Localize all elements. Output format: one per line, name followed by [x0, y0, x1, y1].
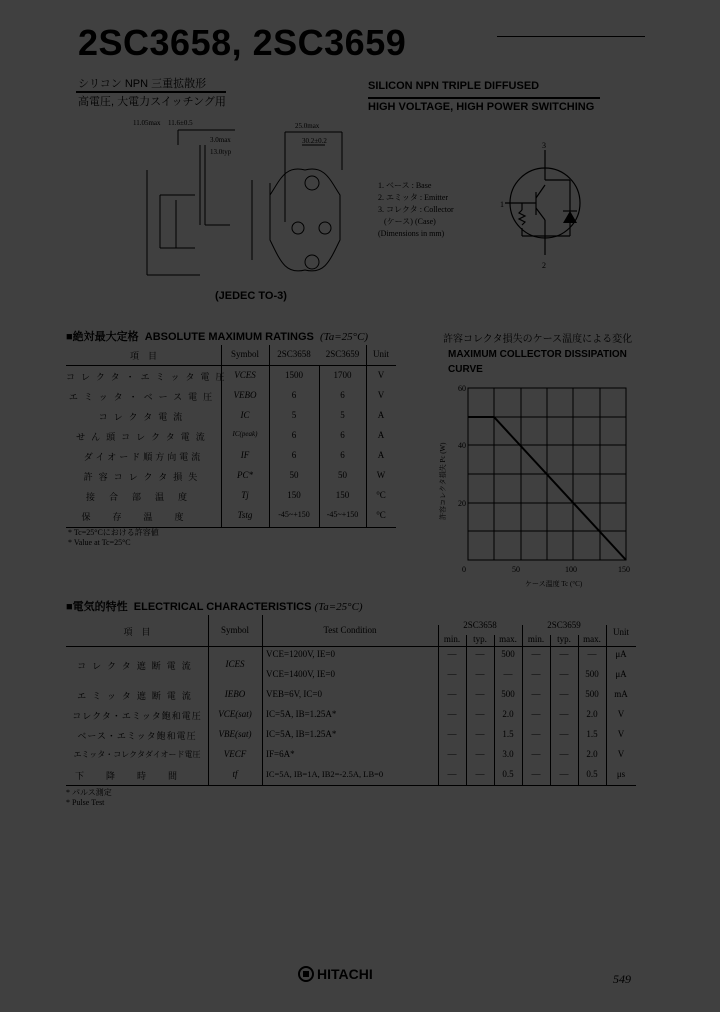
svg-text:150: 150 — [618, 565, 630, 574]
en-subtitle-2: HIGH VOLTAGE, HIGH POWER SWITCHING — [368, 101, 595, 113]
table-row: エミッタ・コレクタダイオード電圧 VECF IF=6A* — — 3.0 — — 2.0 V — [73, 749, 625, 759]
table-row: コレクタ・エミッタ電圧 VCES 1500 1700 V — [66, 370, 385, 382]
abs-max-note: * Value at Tc=25°C — [68, 538, 131, 547]
page-title: 2SC3658, 2SC3659 — [78, 22, 407, 63]
dim-label: 11.05max — [133, 119, 161, 127]
brand-name: HITACHI — [317, 966, 373, 982]
abs-max-table: 項 目 Symbol 2SC3658 2SC3659 Unit コレクタ・エミッタ電圧 VCES 1500 1700 V エミッタ・ベース電圧 VEBO 6 6 V コレクタ電流 IC 5 5 A せん頭コレクタ電流 IC(peak) 6 6 A ダイオード順方向電流 IF 6 6 A 許容コレクタ損失 PC* 50 50 W 接合部温度 Tj 150 150 °C 保存温度 Tstg -45~+150 -45~+150 °C — [66, 345, 396, 527]
package-outline-drawing — [130, 110, 370, 300]
svg-text:40: 40 — [458, 441, 466, 450]
svg-text:20: 20 — [458, 499, 466, 508]
jp-subtitle-1: シリコン NPN 三重拡散形 — [78, 78, 207, 90]
divider — [368, 97, 600, 99]
dim-label: 3.0max — [210, 136, 231, 144]
page-number: 549 — [613, 972, 631, 986]
dim-label: 13.0typ — [210, 148, 232, 156]
table-row: エミッタ遮断電流 IEBO VEB=6V, IC=0 — — 500 — — 500 mA — [77, 689, 628, 701]
dim-label: 11.6±0.5 — [168, 119, 193, 127]
title-rule — [497, 36, 645, 37]
table-row: コレクタ遮断電流 ICES VCE=1200V, IE=0 — — 500 — — — μA — [77, 649, 627, 671]
jp-subtitle-2: 高電圧, 大電力スイッチング用 — [78, 96, 226, 108]
footer-brand — [298, 966, 373, 982]
table-row: ベース・エミッタ飽和電圧 VBE(sat) IC=5A, IB=1.25A* — — 1.5 — — 1.5 V — [77, 729, 625, 741]
elec-heading: ■電気的特性 ELECTRICAL CHARACTERISTICS (Ta=25°C) — [66, 601, 363, 613]
svg-text:ケース温度 Tc (°C): ケース温度 Tc (°C) — [525, 580, 583, 588]
table-row: 下降時間 tf IC=5A, IB=1A, IB2=-2.5A, LB=0 — — 0.5 — — 0.5 μs — [74, 769, 626, 781]
table-row: ダイオード順方向電流 IF 6 6 A — [83, 450, 385, 462]
table-row: コレクタ電流 IC 5 5 A — [98, 410, 385, 422]
table-row: 保存温度 Tstg -45~+150 -45~+150 °C — [81, 510, 386, 522]
table-row: VCE=1400V, IE=0 — — — — — 500 μA — [266, 669, 627, 679]
hitachi-logo-icon — [298, 966, 314, 982]
table-row: 許容コレクタ損失 PC* 50 50 W — [83, 470, 386, 482]
table-row: エミッタ・ベース電圧 VEBO 6 6 V — [68, 390, 385, 402]
diode-icon — [563, 211, 577, 223]
svg-text:0: 0 — [462, 565, 466, 574]
elec-note: * パルス測定 — [66, 788, 112, 797]
transistor-schematic — [500, 140, 600, 270]
pin-item: (ケース) (Case) — [384, 217, 436, 226]
svg-text:50: 50 — [512, 565, 520, 574]
elec-table: 項 目 Symbol Test Condition 2SC3658 2SC3659 Unit min. typ. max. min. typ. max. コレクタ遮断電流 ICES VCE=1200V, IE=0 — — 500 — — — μA VCE=1400V, IE=0 — — — — — 500 μA エミッタ遮断電流 IEBO VEB=6V, IC=0 — — 500 — — 500 mA コレクタ・エミッタ飽和電圧 VCE(sat) IC=5A, IB=1.25A* — — 2.0 — — 2.0 V ベース・エミッタ飽和電圧 VBE(sat) IC=5A, IB=1.25A* — — 1.5 — — 1.5 V エミッタ・コレクタダイオード電圧 VECF IF=6A* — — 3.0 — — 2.0 V 下降時間 tf IC=5A, IB=1A, IB2=-2.5A, LB=0 — — 0.5 — — 0.5 μs — [66, 615, 636, 785]
svg-text:3: 3 — [542, 141, 546, 150]
pin-legend — [378, 180, 454, 240]
svg-text:許容コレクタ損失 Pc (W): 許容コレクタ損失 Pc (W) — [439, 442, 447, 520]
pin-item: 3. コレクタ : Collector — [378, 205, 454, 214]
table-row: せん頭コレクタ電流 IC(peak) 6 6 A — [76, 430, 385, 442]
svg-text:100: 100 — [565, 565, 577, 574]
elec-note: * Pulse Test — [66, 798, 105, 807]
abs-max-note: * Tc=25°Cにおける許容値 — [68, 528, 159, 537]
dim-label: 30.2±0.2 — [302, 137, 327, 145]
chart-title-jp: 許容コレクタ損失のケース温度による変化 — [443, 334, 633, 345]
pin-item: 1. ベース : Base — [378, 181, 432, 190]
svg-text:2: 2 — [542, 261, 546, 270]
package-label: (JEDEC TO-3) — [215, 290, 287, 302]
chart-title: MAXIMUM COLLECTOR DISSIPATION CURVE — [448, 349, 627, 375]
dim-label: 25.0max — [295, 122, 320, 130]
table-row: 接合部温度 Tj 150 150 °C — [85, 490, 386, 502]
svg-text:60: 60 — [458, 384, 466, 393]
dissipation-chart — [430, 380, 640, 590]
table-row: コレクタ・エミッタ飽和電圧 VCE(sat) IC=5A, IB=1.25A* — — 2.0 — — 2.0 V — [72, 709, 625, 721]
svg-text:1: 1 — [500, 200, 504, 209]
en-subtitle-1: SILICON NPN TRIPLE DIFFUSED — [368, 80, 540, 92]
abs-max-heading: ■絶対最大定格 ABSOLUTE MAXIMUM RATINGS (Ta=25°C) — [66, 331, 369, 343]
pin-item: 2. エミッタ : Emitter — [378, 193, 449, 202]
dimension-note: (Dimensions in mm) — [378, 229, 445, 238]
